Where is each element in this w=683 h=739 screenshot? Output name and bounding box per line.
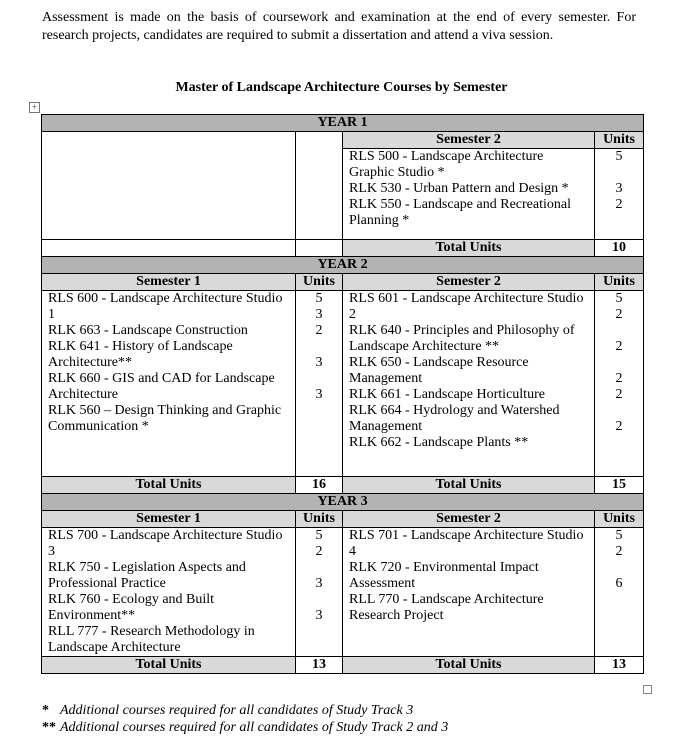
list-item: Planning * [349, 213, 410, 228]
list-item: RLK 664 - Hydrology and Watershed [349, 403, 560, 418]
footnote-marker: ** [42, 720, 56, 735]
unit-value [597, 165, 641, 181]
list-item: RLK 662 - Landscape Plants ** [349, 435, 529, 450]
year2-sem2-total-value: 15 [595, 477, 644, 494]
footnote-text: Additional courses required for all candidates of Study Track 2 and 3 [60, 720, 449, 735]
courses-table [41, 114, 644, 674]
unit-value: 5 [315, 528, 323, 543]
year3-sem1-units [296, 528, 343, 657]
year3-sem1-units-header: Units [296, 511, 343, 528]
list-item: Communication * [48, 419, 149, 434]
footnote [42, 702, 448, 719]
unit-value [597, 355, 641, 371]
list-item: Architecture** [48, 355, 132, 370]
unit-value: 2 [615, 387, 623, 402]
year3-sem1-courses [42, 528, 296, 657]
year1-sem2-header: Semester 2 [343, 132, 595, 149]
table-title: Master of Landscape Architecture Courses by Semester [175, 80, 508, 95]
list-item: RLK 641 - History of Landscape [48, 339, 233, 354]
list-item: RLK 760 - Ecology and Built [48, 592, 215, 607]
list-item: RLS 500 - Landscape Architecture [349, 149, 544, 164]
footnote [42, 719, 448, 736]
intro-paragraph: Assessment is made on the basis of coursework and examination at the end of every semester. For research projects, candidates are required to submit a dissertation and attend a viva session. [42, 10, 636, 43]
year2-sem1-total-label: Total Units [42, 477, 296, 494]
list-item: Research Project [349, 608, 444, 623]
year3-label: YEAR 3 [42, 494, 644, 511]
list-item: Architecture [48, 387, 118, 402]
unit-value: 5 [615, 291, 623, 306]
year3-sem1-total-label: Total Units [42, 657, 296, 674]
unit-value: 3 [315, 608, 323, 623]
footnotes [42, 702, 448, 736]
list-item: Management [349, 371, 423, 386]
year3-sem2-units [595, 528, 644, 657]
year3-sem2-courses [343, 528, 595, 657]
unit-value: 5 [315, 291, 323, 306]
list-item: Assessment [349, 576, 416, 591]
year1-sem2-courses [343, 149, 595, 240]
unit-value [298, 339, 340, 355]
list-item: RLL 770 - Landscape Architecture [349, 592, 544, 607]
unit-value: 2 [615, 307, 623, 322]
year1-total-label: Total Units [343, 240, 595, 257]
unit-value: 3 [315, 355, 323, 370]
year2-sem1-units-header: Units [296, 274, 343, 291]
year2-sem2-header: Semester 2 [343, 274, 595, 291]
footnote-text: Additional courses required for all candidates of Study Track 3 [60, 703, 414, 718]
list-item: Landscape Architecture ** [349, 339, 500, 354]
list-item: RLK 661 - Landscape Horticulture [349, 387, 545, 402]
year2-sem1-courses [42, 291, 296, 477]
year1-total-value: 10 [595, 240, 644, 257]
year2-sem1-header: Semester 1 [42, 274, 296, 291]
list-item: Graphic Studio * [349, 165, 445, 180]
list-item: RLK 640 - Principles and Philosophy of [349, 323, 575, 338]
unit-value: 2 [615, 419, 623, 434]
list-item: Management [349, 419, 423, 434]
list-item: 1 [48, 307, 55, 322]
year1-total-empty [42, 240, 296, 257]
unit-value: 2 [615, 339, 623, 354]
year2-sem2-total-label: Total Units [343, 477, 595, 494]
table-move-handle-icon[interactable]: + [29, 102, 40, 113]
list-item: RLK 650 - Landscape Resource [349, 355, 529, 370]
unit-value [597, 560, 641, 576]
unit-value [298, 592, 340, 608]
year1-total-units-empty [296, 240, 343, 257]
year1-sem1-units-empty [296, 132, 343, 240]
unit-value: 2 [315, 323, 323, 338]
list-item: RLS 701 - Landscape Architecture Studio [349, 528, 584, 543]
unit-value: 2 [615, 371, 623, 386]
list-item: RLK 663 - Landscape Construction [48, 323, 248, 338]
year2-sem2-courses [343, 291, 595, 477]
year2-sem1-total-value: 16 [296, 477, 343, 494]
unit-value: 2 [615, 544, 623, 559]
year1-units-header: Units [595, 132, 644, 149]
unit-value: 2 [615, 197, 623, 212]
list-item: 3 [48, 544, 55, 559]
unit-value: 5 [615, 528, 623, 543]
list-item: RLK 660 - GIS and CAD for Landscape [48, 371, 275, 386]
unit-value: 3 [315, 387, 323, 402]
year2-sem1-units [296, 291, 343, 477]
unit-value [597, 323, 641, 339]
year2-sem2-units-header: Units [595, 274, 644, 291]
footnote-marker: * [42, 703, 49, 718]
year3-sem2-total-label: Total Units [343, 657, 595, 674]
unit-value: 3 [615, 181, 623, 196]
unit-value [298, 371, 340, 387]
list-item: Environment** [48, 608, 136, 623]
year2-sem2-units [595, 291, 644, 477]
unit-value: 6 [615, 576, 623, 591]
list-item: RLK 530 - Urban Pattern and Design * [349, 181, 569, 196]
list-item: RLK 550 - Landscape and Recreational [349, 197, 571, 212]
year1-sem2-units [595, 149, 644, 240]
list-item: 2 [349, 307, 356, 322]
unit-value [597, 403, 641, 419]
list-item: 4 [349, 544, 356, 559]
list-item: RLK 750 - Legislation Aspects and [48, 560, 246, 575]
year2-label: YEAR 2 [42, 257, 644, 274]
year3-sem2-header: Semester 2 [343, 511, 595, 528]
list-item: Landscape Architecture [48, 640, 181, 655]
year1-label: YEAR 1 [42, 115, 644, 132]
unit-value: 2 [315, 544, 323, 559]
list-item: RLS 600 - Landscape Architecture Studio [48, 291, 283, 306]
unit-value: 3 [315, 576, 323, 591]
unit-value: 3 [315, 307, 323, 322]
list-item: RLK 720 - Environmental Impact [349, 560, 539, 575]
list-item: Professional Practice [48, 576, 166, 591]
list-item: RLS 601 - Landscape Architecture Studio [349, 291, 584, 306]
year3-sem1-total-value: 13 [296, 657, 343, 674]
year3-sem1-header: Semester 1 [42, 511, 296, 528]
list-item: RLS 700 - Landscape Architecture Studio [48, 528, 283, 543]
year3-sem2-units-header: Units [595, 511, 644, 528]
list-item: RLK 560 – Design Thinking and Graphic [48, 403, 282, 418]
list-item: RLL 777 - Research Methodology in [48, 624, 255, 639]
year3-sem2-total-value: 13 [595, 657, 644, 674]
table-resize-handle-icon[interactable] [643, 685, 652, 694]
unit-value: 5 [615, 149, 623, 164]
unit-value [298, 560, 340, 576]
year1-sem1-empty [42, 132, 296, 240]
